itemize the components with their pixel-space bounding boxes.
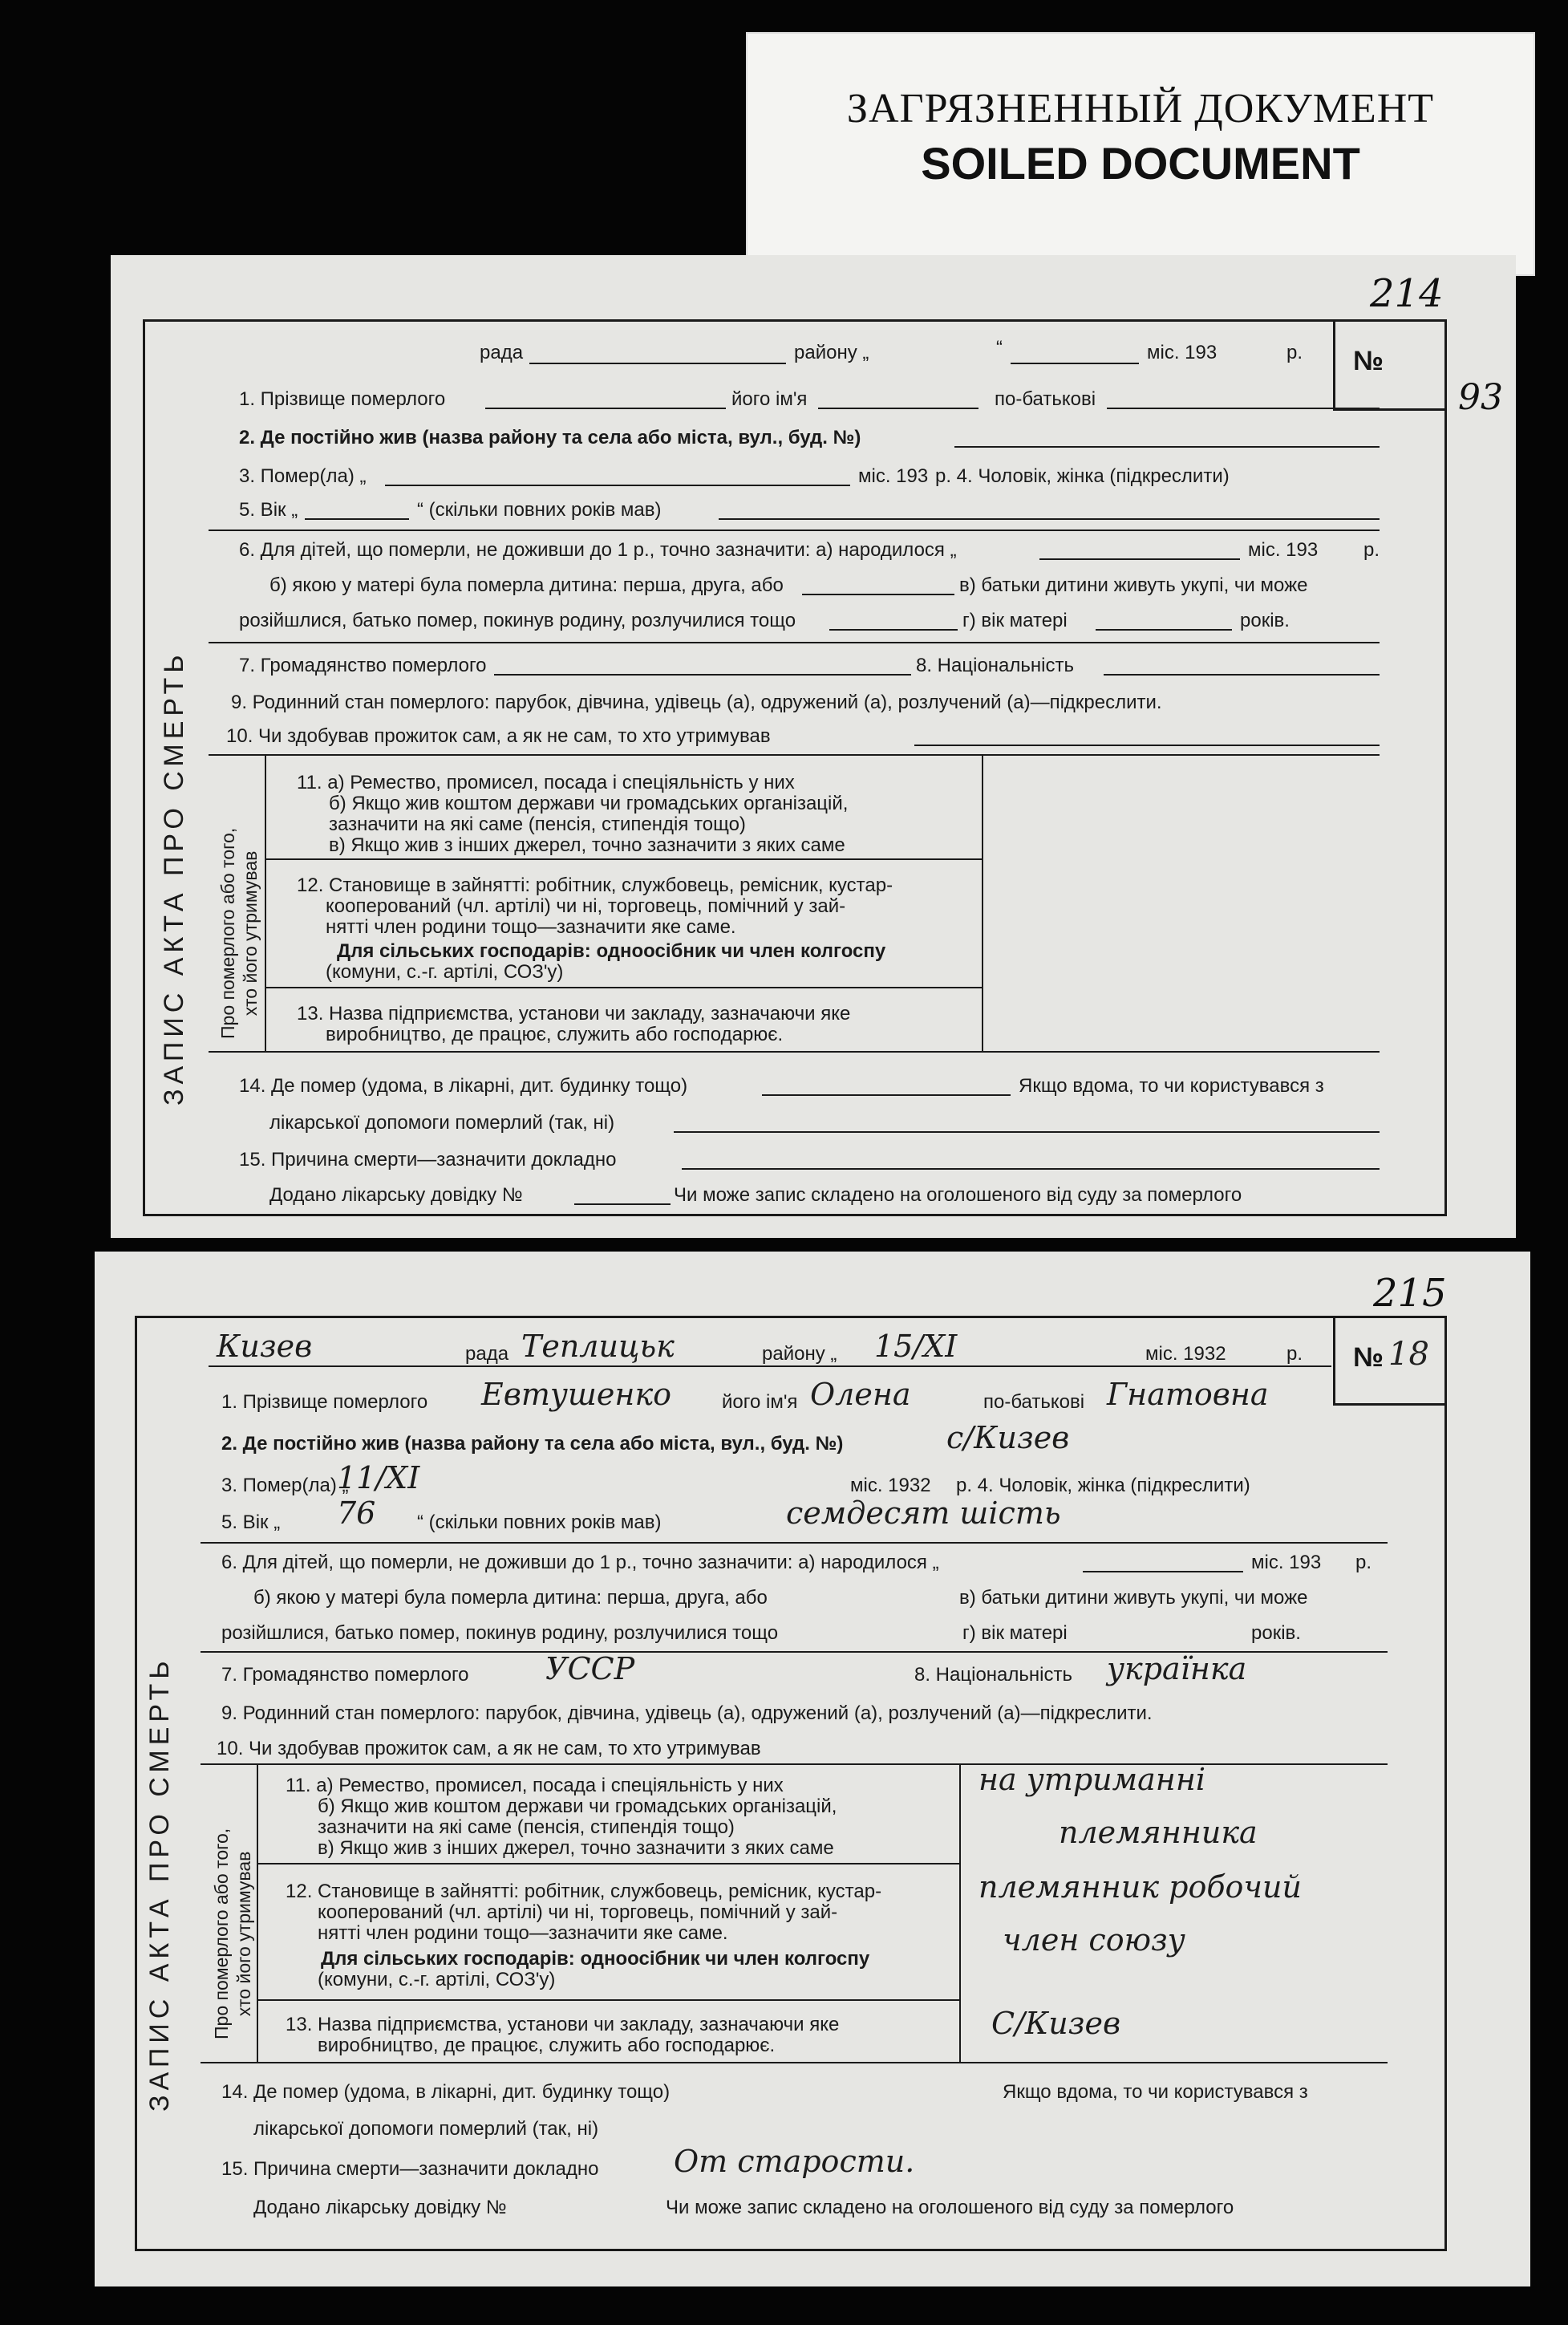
- field-1-name-label: його ім'я: [731, 388, 808, 410]
- header-raion-label: району „: [794, 342, 869, 363]
- record-number-label: №: [1353, 1342, 1384, 1373]
- vertical-column-label-top: Про померлого або того, хто його утримував: [217, 827, 261, 1039]
- field-3-month-label: міс. 193: [858, 465, 929, 487]
- field-6c-label: розійшлися, батько помер, покинув родину, розлучилися тощо: [221, 1622, 779, 1644]
- header-raion-label: району „: [762, 1343, 837, 1365]
- hw-occupation-1: на утриманні: [978, 1762, 1206, 1797]
- field-6v-label: в) батьки дитини живуть укупі, чи може: [959, 1587, 1308, 1609]
- field-11b-label: б) Якщо жив коштом держави чи громадських організацій,: [318, 1795, 837, 1817]
- field-2-label: 2. Де постійно жив (назва району та села або міста, вул., буд. №): [221, 1433, 844, 1455]
- field-14-label: 14. Де помер (удома, в лікарні, дит. будинку тощо): [239, 1075, 688, 1097]
- field-11b-hint: зазначити на які саме (пенсія, стипендія тощо): [329, 814, 746, 835]
- field-3-label: 3. Помер(ла) „: [239, 465, 367, 487]
- hw-name: Олена: [810, 1377, 911, 1412]
- field-14-label: 14. Де помер (удома, в лікарні, дит. будинку тощо): [221, 2081, 671, 2103]
- field-12d-label: Для сільських господарів: одноосібник чи член колгоспу: [337, 940, 886, 962]
- field-12d-label: Для сільських господарів: одноосібник чи член колгоспу: [321, 1948, 870, 1970]
- field-11a-label: 11. а) Ремество, промисел, посада і спеціяльність у них: [286, 1775, 784, 1796]
- field-16-court-label: Чи може запис складено на оголошеного від суду за померлого: [674, 1184, 1242, 1206]
- field-11b-hint: зазначити на які саме (пенсія, стипендія тощо): [318, 1816, 735, 1838]
- page-number-bottom: 215: [1373, 1271, 1447, 1316]
- field-16-court-label: Чи може запис складено на оголошеного від суду за померлого: [666, 2197, 1234, 2218]
- field-14-help-label: лікарської допомоги померлий (так, ні): [269, 1112, 615, 1134]
- field-11v-label: в) Якщо жив з інших джерел, точно зазначити з яких саме: [318, 1837, 834, 1859]
- field-12e-label: (комуни, с.-г. артілі, СОЗ'у): [326, 961, 564, 983]
- page-number-top: 214: [1370, 271, 1444, 316]
- field-3-gender-label: р. 4. Чоловік, жінка (підкреслити): [935, 465, 1230, 487]
- field-1-surname-label: 1. Прізвище померлого: [239, 388, 446, 410]
- field-6-month-label: міс. 193: [1248, 539, 1319, 561]
- field-1-name-label: його ім'я: [722, 1391, 798, 1413]
- record-number-label: №: [1353, 346, 1384, 376]
- hw-age: 76: [337, 1495, 376, 1531]
- field-3-gender-label: р. 4. Чоловік, жінка (підкреслити): [956, 1475, 1250, 1496]
- field-6-label: 6. Для дітей, що померли, не доживши до 1 р., точно зазначити: а) народилося „: [239, 539, 957, 561]
- field-5-label: 5. Вік „: [239, 499, 298, 521]
- field-12a-label: 12. Становище в зайнятті: робітник, службовець, ремісник, кустар-: [297, 874, 893, 896]
- field-9-label: 9. Родинний стан померлого: парубок, дівчина, удівець (а), одружений (а), розлучений (а)—підкреслити.: [221, 1702, 1153, 1724]
- field-5-hint: “ (скільки повних років мав): [417, 499, 662, 521]
- field-6-years-label: років.: [1251, 1622, 1301, 1644]
- hw-raion: Теплицьк: [521, 1329, 675, 1364]
- field-3-month-label: міс. 1932: [850, 1475, 931, 1496]
- field-6-years-label: років.: [1240, 610, 1290, 631]
- hw-enterprise: С/Кизев: [991, 2006, 1121, 2041]
- field-6-r-label: р.: [1355, 1552, 1372, 1573]
- side-title-bottom: ЗАПИС АКТА ПРО СМЕРТЬ: [144, 1656, 175, 2112]
- field-7-label: 7. Громадянство померлого: [221, 1664, 469, 1686]
- header-rada-label: рада: [465, 1343, 509, 1365]
- page-number-margin: 93: [1458, 377, 1503, 418]
- field-13a-label: 13. Назва підприємства, установи чи закладу, зазначаючи яке: [286, 2014, 840, 2035]
- field-12b-label: кооперований (чл. артілі) чи ні, торговець, помічний у зай-: [326, 895, 846, 917]
- hw-residence: с/Кизев: [946, 1420, 1070, 1455]
- field-6-r-label: р.: [1363, 539, 1380, 561]
- hw-citizenship: УССР: [545, 1651, 635, 1686]
- field-15-label: 15. Причина смерти—зазначити докладно: [239, 1149, 617, 1171]
- header-mis-label: міс. 1932: [1145, 1343, 1226, 1365]
- field-12b-label: кооперований (чл. артілі) чи ні, торговець, помічний у зай-: [318, 1901, 838, 1923]
- header-rada-label: рада: [480, 342, 524, 363]
- field-12c-label: нятті член родини тощо—зазначити яке саме.: [326, 916, 736, 938]
- field-6v-label: в) батьки дитини живуть укупі, чи може: [959, 574, 1308, 596]
- hw-selrada: Кизев: [217, 1329, 313, 1364]
- field-6-label: 6. Для дітей, що померли, не доживши до 1 р., точно зазначити: а) народилося „: [221, 1552, 939, 1573]
- hw-death-date: 11/XI: [337, 1460, 420, 1495]
- field-6g-label: г) вік матері: [962, 1622, 1068, 1644]
- field-14-home-label: Якщо вдома, то чи користувався з: [1019, 1075, 1324, 1097]
- field-1-surname-label: 1. Прізвище померлого: [221, 1391, 428, 1413]
- record-number-value: 18: [1388, 1336, 1429, 1373]
- field-3-label: 3. Помер(ла) „: [221, 1475, 349, 1496]
- field-11a-label: 11. а) Ремество, промисел, посада і спеціяльність у них: [297, 772, 795, 793]
- header-r-label: р.: [1286, 342, 1303, 363]
- hw-surname: Евтушенко: [481, 1377, 672, 1412]
- field-2-label: 2. Де постійно жив (назва району та села або міста, вул., буд. №): [239, 427, 861, 448]
- field-14-help-label: лікарської допомоги померлий (так, ні): [253, 2118, 599, 2140]
- field-11b-label: б) Якщо жив коштом держави чи громадських організацій,: [329, 793, 849, 814]
- field-6-month-label: міс. 193: [1251, 1552, 1322, 1573]
- field-6b-label: б) якою у матері була померла дитина: перша, друга, або: [253, 1587, 768, 1609]
- field-14-home-label: Якщо вдома, то чи користувався з: [1003, 2081, 1308, 2103]
- field-16-label: Додано лікарську довідку №: [253, 2197, 507, 2218]
- field-6g-label: г) вік матері: [962, 610, 1068, 631]
- field-5-hint: “ (скільки повних років мав): [417, 1511, 662, 1533]
- field-12a-label: 12. Становище в зайнятті: робітник, службовець, ремісник, кустар-: [286, 1881, 882, 1902]
- field-9-label: 9. Родинний стан померлого: парубок, дівчина, удівець (а), одружений (а), розлучений (а)—підкреслити.: [231, 692, 1162, 713]
- field-15-label: 15. Причина смерти—зазначити докладно: [221, 2158, 599, 2180]
- field-13b-label: виробництво, де працює, служить або господарює.: [326, 1024, 784, 1045]
- field-6b-label: б) якою у матері була померла дитина: перша, друга, або: [269, 574, 784, 596]
- hw-age-words: семдесят шість: [786, 1495, 1061, 1531]
- field-10-label: 10. Чи здобував прожиток сам, а як не сам, то хто утримував: [217, 1738, 761, 1759]
- hw-cause: От старости.: [674, 2144, 915, 2179]
- stamp-text-en: SOILED DOCUMENT: [921, 138, 1360, 189]
- stamp-text-ru: ЗАГРЯЗНЕННЫЙ ДОКУМЕНТ: [846, 86, 1435, 132]
- field-12c-label: нятті член родини тощо—зазначити яке саме.: [318, 1922, 728, 1944]
- field-5-label: 5. Вік „: [221, 1511, 281, 1533]
- field-7-label: 7. Громадянство померлого: [239, 655, 487, 676]
- field-12e-label: (комуни, с.-г. артілі, СОЗ'у): [318, 1969, 556, 1990]
- record-number-box-top: [1333, 319, 1447, 411]
- soiled-document-stamp: [746, 32, 1535, 276]
- header-r-label: р.: [1286, 1343, 1303, 1365]
- hw-status-1: племянник робочий: [978, 1869, 1302, 1905]
- hw-nationality: українка: [1107, 1651, 1247, 1686]
- header-quote: “: [996, 337, 1003, 359]
- field-8-label: 8. Національність: [914, 1664, 1072, 1686]
- vertical-column-label-bottom: Про померлого або того, хто його утримував: [211, 1828, 254, 2039]
- side-title-top: ЗАПИС АКТА ПРО СМЕРТЬ: [159, 650, 189, 1106]
- field-10-label: 10. Чи здобував прожиток сам, а як не сам, то хто утримував: [226, 725, 771, 747]
- field-1-patronymic-label: по-батькові: [995, 388, 1096, 410]
- field-1-patronymic-label: по-батькові: [983, 1391, 1085, 1413]
- field-6c-label: розійшлися, батько помер, покинув родину, розлучилися тощо: [239, 610, 796, 631]
- field-13b-label: виробництво, де працює, служить або господарює.: [318, 2035, 776, 2056]
- hw-date: 15/XI: [874, 1329, 958, 1364]
- hw-patronymic: Гнатовна: [1107, 1377, 1269, 1412]
- header-mis-label: міс. 193: [1147, 342, 1218, 363]
- record-number-box-bottom: [1333, 1316, 1447, 1406]
- field-16-label: Додано лікарську довідку №: [269, 1184, 523, 1206]
- field-11v-label: в) Якщо жив з інших джерел, точно зазначити з яких саме: [329, 834, 845, 856]
- field-8-label: 8. Національність: [916, 655, 1074, 676]
- hw-status-2: член союзу: [1003, 1922, 1185, 1958]
- field-13a-label: 13. Назва підприємства, установи чи закладу, зазначаючи яке: [297, 1003, 851, 1025]
- hw-occupation-2: племянника: [1059, 1815, 1258, 1850]
